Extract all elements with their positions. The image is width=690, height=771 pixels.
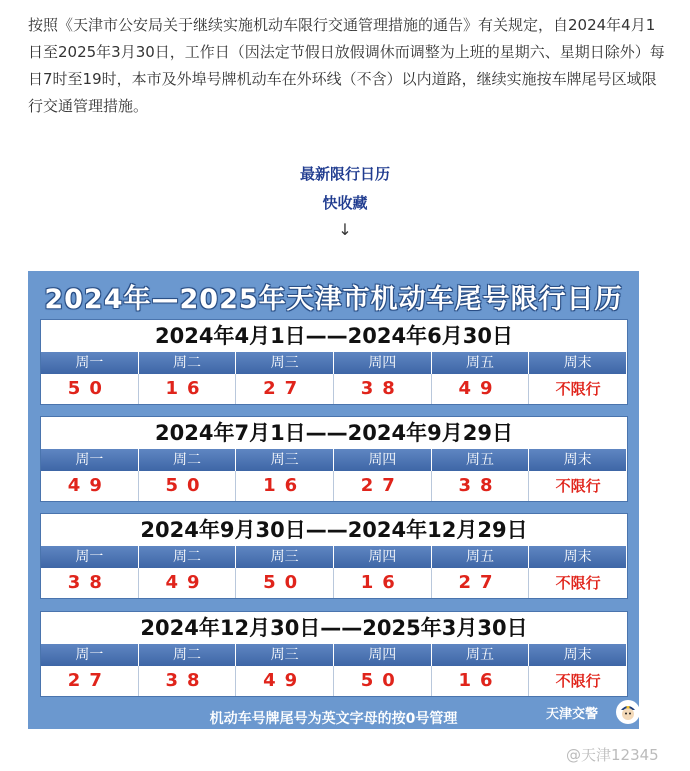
restricted-digits: 27 (41, 666, 139, 696)
period-range: 2024年7月1日——2024年9月29日 (155, 421, 513, 445)
day-header: 周二 (139, 449, 237, 471)
day-header: 周三 (236, 352, 334, 374)
day-header: 周一 (41, 644, 139, 666)
day-header: 周五 (432, 449, 530, 471)
day-header: 周四 (334, 644, 432, 666)
restricted-digits: 38 (139, 666, 237, 696)
restricted-digits: 50 (236, 568, 334, 598)
restricted-digits: 16 (139, 374, 237, 404)
day-header: 周四 (334, 546, 432, 568)
restriction-calendar-poster (28, 271, 639, 729)
restricted-digits: 49 (139, 568, 237, 598)
letter-plate-note: 机动车号牌尾号为英文字母的按0号管理 (209, 711, 458, 727)
period-block (40, 319, 628, 405)
police-mascot-icon (615, 699, 641, 725)
restricted-digits: 16 (432, 666, 530, 696)
weekday-grid (41, 546, 627, 598)
traffic-police-brand: 天津交警 (546, 707, 599, 722)
day-header: 周三 (236, 449, 334, 471)
save-callout: 快收藏 (322, 194, 368, 212)
day-header: 周末 (529, 644, 627, 666)
day-header: 周二 (139, 644, 237, 666)
down-arrow-icon: ↓ (338, 220, 352, 239)
restricted-digits: 38 (334, 374, 432, 404)
period-block (40, 513, 628, 599)
weekend-status: 不限行 (529, 471, 627, 501)
poster-title: 2024年—2025年天津市机动车尾号限行日历 (44, 284, 623, 315)
day-header: 周四 (334, 449, 432, 471)
restricted-digits: 27 (334, 471, 432, 501)
period-range: 2024年12月30日——2025年3月30日 (140, 616, 528, 640)
weekend-status: 不限行 (529, 666, 627, 696)
day-header: 周一 (41, 546, 139, 568)
day-header: 周末 (529, 352, 627, 374)
restricted-digits: 38 (41, 568, 139, 598)
day-header: 周三 (236, 644, 334, 666)
day-header: 周二 (139, 352, 237, 374)
restricted-digits: 50 (41, 374, 139, 404)
weekday-grid (41, 352, 627, 404)
restricted-digits: 49 (236, 666, 334, 696)
day-header: 周末 (529, 546, 627, 568)
calendar-callout: 最新限行日历 (299, 165, 390, 183)
weekday-grid (41, 449, 627, 501)
day-header: 周五 (432, 644, 530, 666)
restricted-digits: 16 (334, 568, 432, 598)
weekend-status: 不限行 (529, 374, 627, 404)
restricted-digits: 49 (41, 471, 139, 501)
day-header: 周一 (41, 352, 139, 374)
restricted-digits: 50 (139, 471, 237, 501)
day-header: 周五 (432, 546, 530, 568)
period-block (40, 611, 628, 697)
restricted-digits: 27 (236, 374, 334, 404)
weekday-grid (41, 644, 627, 696)
day-header: 周一 (41, 449, 139, 471)
weekend-status: 不限行 (529, 568, 627, 598)
day-header: 周五 (432, 352, 530, 374)
period-block (40, 416, 628, 502)
restricted-digits: 50 (334, 666, 432, 696)
period-range: 2024年4月1日——2024年6月30日 (155, 324, 513, 348)
restricted-digits: 16 (236, 471, 334, 501)
restricted-digits: 38 (432, 471, 530, 501)
intro-paragraph: 按照《天津市公安局关于继续实施机动车限行交通管理措施的通告》有关规定，自2024年4月1日至2025年3月30日，工作日（因法定节假日放假调休而调整为上班的星期六、星期日除外）每日7时至19时，本市及外埠号牌机动车在外环线（不含）以内道路，继续实施按车牌尾号区域限行交通管理措施。 (28, 16, 665, 115)
day-header: 周末 (529, 449, 627, 471)
day-header: 周四 (334, 352, 432, 374)
restricted-digits: 49 (432, 374, 530, 404)
period-range: 2024年9月30日——2024年12月29日 (140, 518, 528, 542)
weibo-watermark: @天津12345 (566, 746, 659, 764)
day-header: 周三 (236, 546, 334, 568)
restricted-digits: 27 (432, 568, 530, 598)
day-header: 周二 (139, 546, 237, 568)
